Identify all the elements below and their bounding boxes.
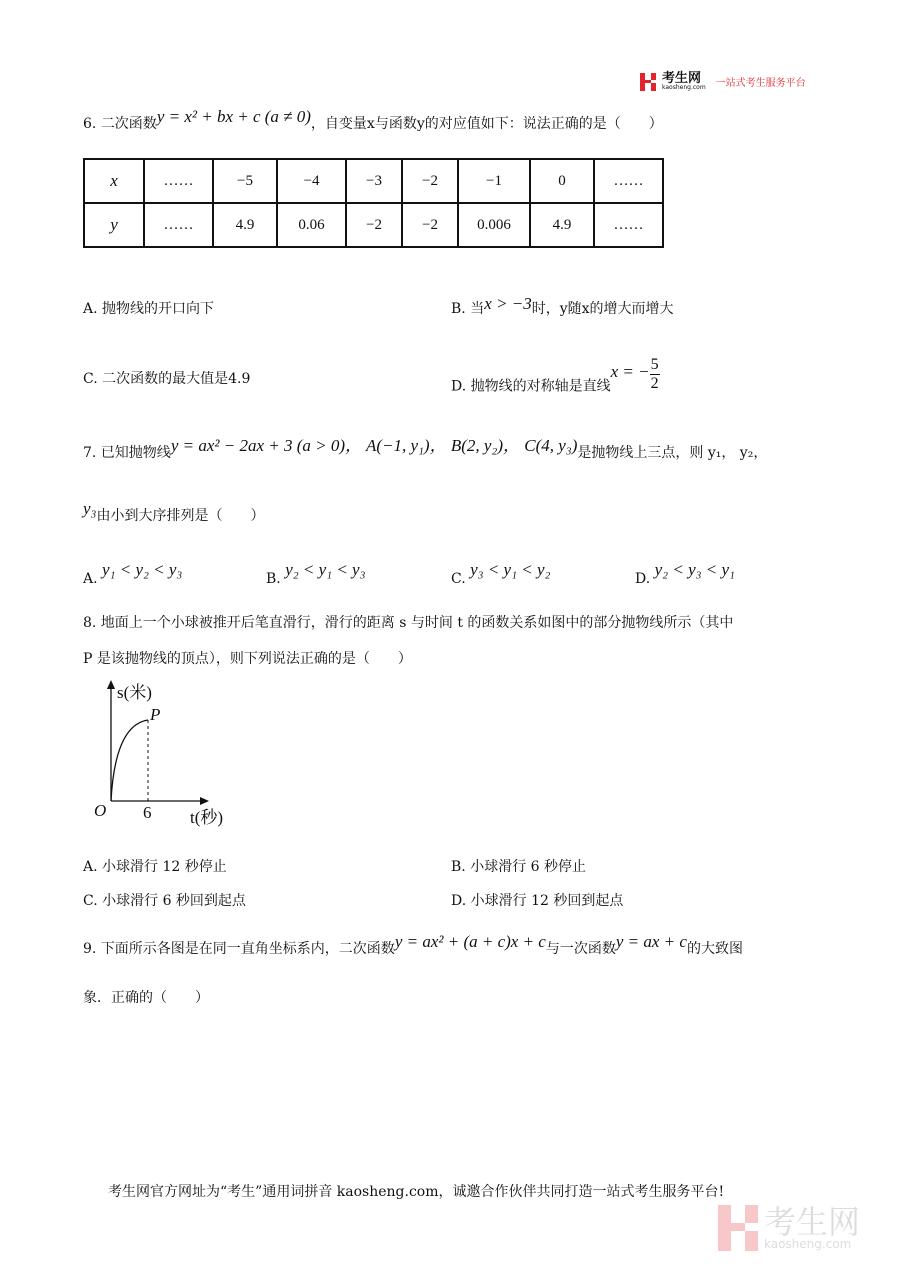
q7-option-b: B. y₂ < y₁ < y₃ xyxy=(266,560,366,587)
value-table xyxy=(83,158,664,248)
table-cell: −2 xyxy=(346,203,402,247)
parabola-curve xyxy=(111,720,148,801)
table-cell: 0.006 xyxy=(458,203,530,247)
question-7-line2: y₃由小到大序排列是（ ） xyxy=(83,499,265,524)
vertex-label: P xyxy=(150,705,161,724)
question-6 xyxy=(83,107,663,133)
watermark-logo: 考生网 kaosheng.com xyxy=(718,1205,860,1251)
logo-mark-icon xyxy=(640,73,656,91)
q8-option-a: A. 小球滑行 12 秒停止 xyxy=(83,859,227,875)
question-8: 8. 地面上一个小球被推开后笔直滑行，滑行的距离 s 与时间 t 的函数关系如图中的部分抛物线所示（其中 xyxy=(83,615,734,631)
y-axis-arrow-icon xyxy=(107,680,115,689)
table-cell: −2 xyxy=(402,159,458,203)
table-cell: …… xyxy=(144,159,213,203)
q6-prefix: 二次函数 xyxy=(100,116,157,132)
origin-label: O xyxy=(94,801,107,820)
table-cell: …… xyxy=(144,203,213,247)
question-7: 7. 已知抛物线y = ax² − 2ax + 3 (a > 0)， A(−1, y₁)， B(2, y₂)， C(4, y₃)是抛物线上三点，则 y₁， y₂， xyxy=(83,436,768,461)
question-9-line2: 象．正确的（ ） xyxy=(83,990,209,1006)
footer-text: 考生网官方网址为“考生”通用词拼音 kaosheng.com，诚邀合作伙伴共同打造一站式考生服务平台! xyxy=(108,1184,725,1200)
q6-option-a: A. 抛物线的开口向下 xyxy=(83,301,215,317)
logo-slogan: 一站式考生服务平台 xyxy=(715,78,806,89)
table-cell: …… xyxy=(594,203,663,247)
table-cell: y xyxy=(84,203,144,247)
watermark-mark-icon xyxy=(718,1205,758,1251)
table-cell: 4.9 xyxy=(213,203,277,247)
logo-domain: kaosheng.com xyxy=(662,84,706,91)
q7-option-d: D. y₂ < y₃ < y₁ xyxy=(635,560,735,587)
table-cell: −2 xyxy=(402,203,458,247)
table-cell: −5 xyxy=(213,159,277,203)
q6-option-b: B. 当x > −3时，y随x的增大而增大 xyxy=(451,294,674,317)
table-cell: 4.9 xyxy=(530,203,594,247)
q7-option-c: C. y₃ < y₁ < y₂ xyxy=(451,560,551,587)
table-row-y xyxy=(84,203,663,247)
y-axis-label: s(米) xyxy=(117,683,152,702)
q6-number: 6. xyxy=(83,116,97,132)
table-cell: x xyxy=(84,159,144,203)
q6-suffix: ，自变量x与函数y的对应值如下：说法正确的是（ ） xyxy=(310,116,663,132)
table-row-x xyxy=(84,159,663,203)
question-9: 9. 下面所示各图是在同一直角坐标系内，二次函数y = ax² + (a + c)x + c与一次函数y = ax + c的大致图 xyxy=(83,932,743,957)
logo-name: 考生网 xyxy=(662,71,702,86)
q6-option-d: D. 抛物线的对称轴是直线x = − $\frac{5}{2}$ xyxy=(451,356,659,395)
table-cell: 0 xyxy=(530,159,594,203)
table-cell: 0.06 xyxy=(277,203,346,247)
q7-option-a: A. y₁ < y₂ < y₃ xyxy=(83,560,183,587)
x-axis-label: t(秒) xyxy=(190,808,224,827)
q8-option-b: B. 小球滑行 6 秒停止 xyxy=(451,859,586,875)
q6-option-c: C. 二次函数的最大值是4.9 xyxy=(83,371,251,387)
question-8-line2: P 是该抛物线的顶点），则下列说法正确的是（ ） xyxy=(83,651,412,667)
table-cell: −4 xyxy=(277,159,346,203)
table-cell: −3 xyxy=(346,159,402,203)
table-cell: …… xyxy=(594,159,663,203)
q6-formula: y = x² + bx + c (a ≠ 0) xyxy=(156,107,311,126)
brand-logo xyxy=(640,72,806,91)
q8-option-c: C. 小球滑行 6 秒回到起点 xyxy=(83,893,246,909)
table-cell: −1 xyxy=(458,159,530,203)
tick-label-6: 6 xyxy=(143,803,152,822)
q8-option-d: D. 小球滑行 12 秒回到起点 xyxy=(451,893,624,909)
